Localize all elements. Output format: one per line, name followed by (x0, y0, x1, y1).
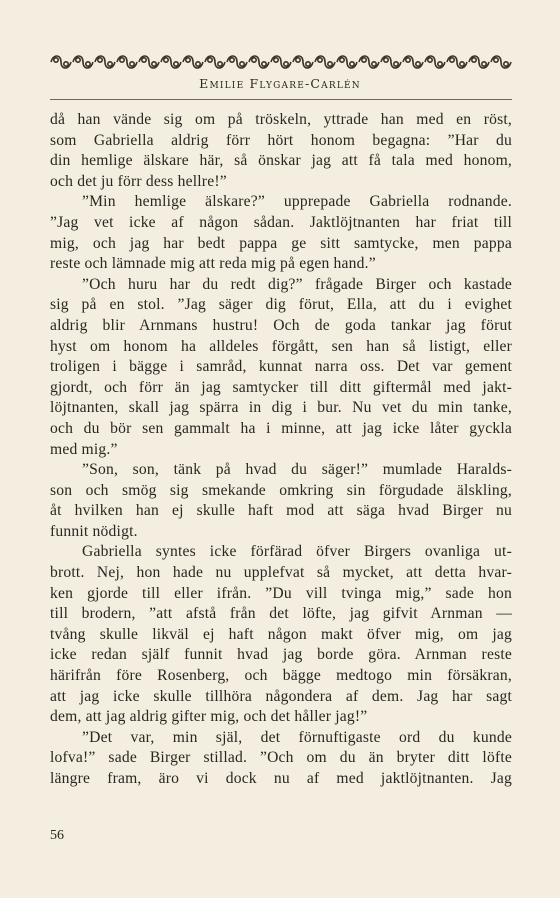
ornament-border-icon (50, 52, 512, 72)
page-number: 56 (50, 828, 64, 843)
text-line: son och smög sig smekande omkring sin förgudade älskling, (50, 481, 512, 499)
text-line: Gabriella syntes icke förfärad öfver Birgers ovanliga ut- (82, 543, 512, 561)
text-line: med mig.” (50, 440, 118, 458)
text-line: härifrån före Rosenberg, och bägge medtogo min försäkran, (50, 667, 512, 685)
text-line: mig, och jag har bedt pappa ge sitt samtycke, men pappa (50, 234, 512, 252)
text-line: funnit nödigt. (50, 522, 138, 540)
text-line: hyst om honom ha alldeles förgått, sen han så listigt, eller (50, 337, 512, 355)
body-text (50, 110, 512, 790)
header-title: Emilie Flygare-Carlén (199, 76, 361, 91)
text-line: och det ju förr dess hellre!” (50, 172, 227, 190)
text-line: lofva!” sade Birger stillad. ”Och om du än bryter ditt löfte (50, 749, 512, 767)
text-line: icke redan själf funnit hvad jag borde göra. Arnman reste (50, 646, 512, 664)
text-line: ”Jag vet icke af någon sådan. Jaktlöjtnanten har friat till (50, 213, 512, 231)
text-line: brott. Nej, hon hade nu upplefvat så mycket, att detta hvar- (50, 564, 512, 582)
text-line: ”Min hemlige älskare?” upprepade Gabriella rodnande. (82, 193, 512, 211)
text-line: gjordt, och förr än jag samtycker till ditt giftermål med jakt- (50, 378, 512, 396)
text-line: som Gabriella aldrig förr hört honom begagna: ”Har du (50, 131, 512, 149)
text-line: din hemlige älskare här, så önskar jag att få tala med honom, (50, 152, 512, 170)
text-line: att jag icke skulle tillhöra någondera af dem. Jag har sagt (50, 687, 512, 705)
text-line: då han vände sig om på tröskeln, yttrade han med en röst, (50, 111, 512, 128)
running-header (0, 76, 560, 91)
text-line: längre fram, äro vi dock nu af med jaktlöjtnanten. Jag (50, 770, 512, 787)
text-line: ”Son, son, tänk på hvad du säger!” mumlade Haralds- (82, 461, 512, 479)
text-line: dem, att jag aldrig gifter mig, och det håller jag!” (50, 708, 368, 726)
text-line: troligen i bägge i samråd, kunnat narra oss. Det var gement (50, 358, 512, 376)
text-line: ”Och huru har du redt dig?” frågade Birger och kastade (82, 275, 512, 293)
text-line: sig på en stol. ”Jag säger dig förut, Ella, att du i evighet (50, 296, 512, 314)
text-line: ”Det var, min själ, det förnuftigaste ord du kunde (82, 728, 512, 746)
text-line: och du bör sen gammalt ha i minne, att jag icke låter gyckla (50, 419, 512, 437)
text-line: löjtnanten, skall jag spärra in dig i bur. Nu vet du min tanke, (50, 399, 512, 417)
text-line: reste och lämnade mig att reda mig på egen hand.” (50, 255, 376, 273)
text-line: tvång skulle likväl ej haft någon makt öfver mig, om jag (50, 625, 512, 643)
text-line: ken gjorde till eller ifrån. ”Du vill tvinga mig,” sade hon (50, 584, 512, 602)
text-line: aldrig blir Arnmans hustru! Och de goda tankar jag förut (50, 316, 512, 334)
text-line: till brodern, ”att afstå från det löfte, jag gifvit Arnman — (50, 605, 512, 623)
header-rule (50, 99, 512, 100)
text-line: åt hvilken han ej skulle haft mod att säga hvad Birger nu (50, 502, 512, 520)
